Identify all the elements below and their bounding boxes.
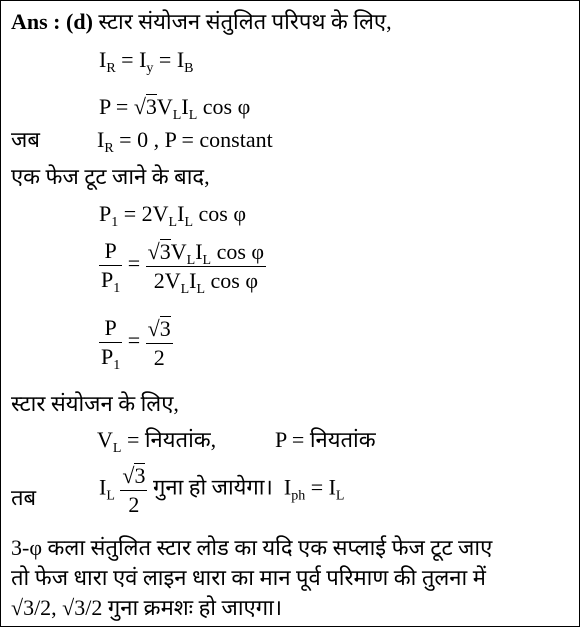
fraction-root3-over-2: $\frac{√3}{2}$: [147, 316, 171, 370]
when-label: जब: [11, 127, 40, 152]
conclusion-line-3: √3/2, √3/2 गुना क्रमशः हो जाएगा।: [11, 595, 283, 620]
equation-p1: $P_1 = 2V_LI_L$ cos φ: [99, 201, 247, 230]
constant-vl: $V_L$ = नियतांक,: [97, 427, 217, 456]
fraction-root3-over-2-current: $\frac{√3}{2}$: [122, 463, 146, 517]
fraction-p-over-p1: $\frac{P}{P_1}$: [101, 238, 121, 296]
answer-label: Ans : (d): [11, 9, 93, 34]
constant-p: P = नियतांक: [275, 427, 376, 452]
then-text: गुना हो जायेगा।: [152, 474, 273, 500]
fraction-p-over-p1-2: $\frac{P}{P_1}$: [101, 315, 121, 373]
conclusion-paragraph: [11, 533, 571, 623]
equation-ratio-simplified: $\frac{P}{P_1}$ = $\frac{√3}{2}$: [101, 315, 171, 373]
equation-power: $P = √3V_LI_L$ cos φ: [99, 94, 251, 123]
then-label: तब: [11, 485, 37, 510]
conclusion-line-1: 3-φ कला संतुलित स्टार लोड का यदि एक सप्लाई फेज टूट जाए: [11, 535, 493, 560]
when-row: [11, 129, 40, 151]
equation-equal-currents: $I_R = I_y = I_B$: [99, 47, 194, 76]
fraction-power-ratio: $\frac{√3V_LI_L \cos \varphi}{2V_LI_L \cos \varphi}$: [147, 239, 265, 297]
answer-heading-text: स्टार संयोजन संतुलित परिपथ के लिए,: [98, 9, 392, 34]
conclusion-line-2: तो फेज धारा एवं लाइन धारा का मान पूर्व परिमाण की तुलना में: [11, 565, 486, 590]
equation-ratio-full: $\frac{P}{P_1}$ = $\frac{√3V_LI_L \cos \varphi}{2V_LI_L \cos \varphi}$: [101, 238, 265, 297]
star-connection-line: स्टार संयोजन के लिए,: [11, 391, 179, 416]
then-expression: $I_L$ $\frac{√3}{2}$ गुना हो जायेगा। $I_{ph} = I_L$: [99, 463, 345, 517]
answer-heading: [11, 11, 392, 33]
after-phase-break-line: एक फेज टूट जाने के बाद,: [11, 164, 210, 189]
when-expression: $I_R = 0$ , P = constant: [97, 127, 273, 156]
